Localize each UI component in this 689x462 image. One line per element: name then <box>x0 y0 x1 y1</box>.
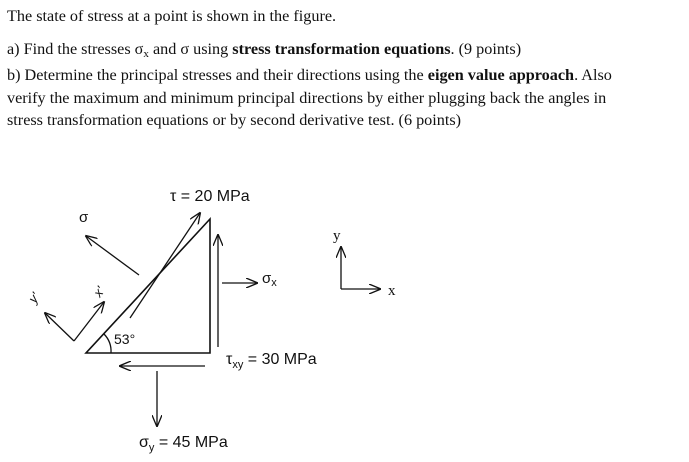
angle-arc <box>104 334 111 353</box>
problem-intro: The state of stress at a point is shown in the figure. <box>7 7 337 25</box>
x-prime-label: x' <box>90 283 108 300</box>
sigma-y-label <box>139 434 228 454</box>
part-a-prefix: a) Find the stresses σ <box>7 40 144 58</box>
tau-hypotenuse-arrow <box>130 213 200 318</box>
tau-xy-symbol: τ <box>226 351 233 368</box>
stress-element-triangle <box>86 219 210 353</box>
tau-xy-sub: xy <box>232 359 244 371</box>
x-prime-axis-arrow <box>74 302 104 341</box>
tau-label: τ = 20 MPa <box>170 188 250 205</box>
problem-part-b-line3: stress transformation equations or by second derivative test. (6 points) <box>7 111 462 129</box>
sigma-normal-arrow <box>86 236 139 275</box>
sigma-y-value: = 45 MPa <box>154 434 228 451</box>
sigma-label: σ <box>79 209 89 226</box>
sigma-x-label <box>262 270 277 289</box>
problem-part-b-line2: verify the maximum and minimum principal directions by either plugging back the angles in <box>7 89 607 107</box>
part-a-suffix: . (9 points) <box>450 40 522 58</box>
part-b-line1-bold: eigen value approach <box>427 66 575 84</box>
sigma-x-symbol: σ <box>262 270 272 287</box>
part-a-mid: and σ using <box>148 40 233 58</box>
part-a-sub: x <box>143 48 149 60</box>
part-b-line1-prefix: b) Determine the principal stresses and their directions using the <box>7 66 428 84</box>
ref-x-axis-label: x <box>388 283 396 299</box>
tau-xy-value: = 30 MPa <box>243 351 317 368</box>
ref-y-axis-label: y <box>333 228 341 244</box>
sigma-x-sub: x <box>271 277 277 289</box>
angle-label: 53° <box>114 331 136 347</box>
y-prime-label: y' <box>25 289 43 306</box>
sigma-y-symbol: σ <box>139 434 149 451</box>
part-a-bold: stress transformation equations <box>232 40 451 58</box>
part-b-line1-suffix: . Also <box>574 66 612 84</box>
sigma-y-sub: y <box>148 442 155 454</box>
tau-xy-label <box>226 351 317 371</box>
y-prime-axis-arrow <box>45 313 74 341</box>
